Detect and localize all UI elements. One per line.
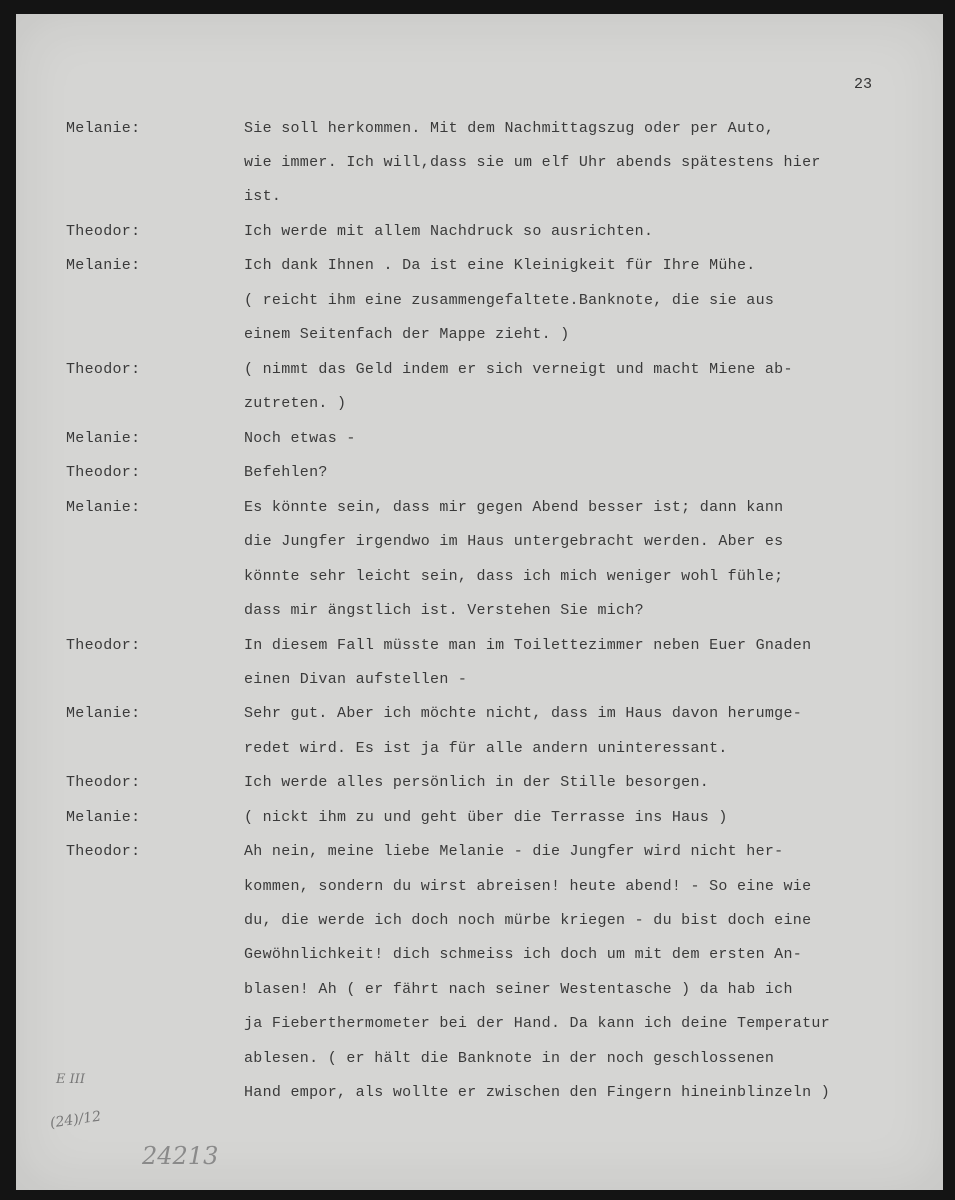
- dialogue-text: die Jungfer irgendwo im Haus untergebracht werden. Aber es: [244, 533, 784, 550]
- dialogue-line: [16, 946, 943, 970]
- speaker-name: Theodor:: [66, 774, 141, 791]
- speaker-name: Melanie:: [66, 705, 141, 722]
- dialogue-line: [16, 809, 943, 833]
- dialogue-line: [16, 568, 943, 592]
- dialogue-text: Gewöhnlichkeit! dich schmeiss ich doch um mit dem ersten An-: [244, 946, 803, 963]
- dialogue-text: du, die werde ich doch noch mürbe kriegen - du bist doch eine: [244, 912, 812, 929]
- dialogue-text: einem Seitenfach der Mappe zieht. ): [244, 326, 570, 343]
- dialogue-text: ( nimmt das Geld indem er sich verneigt und macht Miene ab-: [244, 361, 793, 378]
- dialogue-text: Sie soll herkommen. Mit dem Nachmittagszug oder per Auto,: [244, 120, 775, 137]
- dialogue-text: kommen, sondern du wirst abreisen! heute abend! - So eine wie: [244, 878, 812, 895]
- dialogue-line: [16, 188, 943, 212]
- dialogue-line: [16, 361, 943, 385]
- speaker-name: Melanie:: [66, 120, 141, 137]
- dialogue-text: ( reicht ihm eine zusammengefaltete.Banknote, die sie aus: [244, 292, 775, 309]
- dialogue-text: In diesem Fall müsste man im Toilettezimmer neben Euer Gnaden: [244, 637, 812, 654]
- dialogue-text: könnte sehr leicht sein, dass ich mich weniger wohl fühle;: [244, 568, 784, 585]
- dialogue-text: Befehlen?: [244, 464, 328, 481]
- speaker-name: Theodor:: [66, 361, 141, 378]
- dialogue-line: [16, 464, 943, 488]
- dialogue-line: [16, 1050, 943, 1074]
- dialogue-text: blasen! Ah ( er fährt nach seiner Westentasche ) da hab ich: [244, 981, 793, 998]
- speaker-name: Theodor:: [66, 637, 141, 654]
- dialogue-line: [16, 774, 943, 798]
- dialogue-text: Ich werde mit allem Nachdruck so ausrichten.: [244, 223, 654, 240]
- dialogue-line: [16, 981, 943, 1005]
- speaker-name: Theodor:: [66, 223, 141, 240]
- dialogue-text: wie immer. Ich will,dass sie um elf Uhr abends spätestens hier: [244, 154, 821, 171]
- dialogue-line: [16, 912, 943, 936]
- dialogue-text: einen Divan aufstellen -: [244, 671, 468, 688]
- speaker-name: Melanie:: [66, 499, 141, 516]
- dialogue-text: redet wird. Es ist ja für alle andern uninteressant.: [244, 740, 728, 757]
- dialogue-line: [16, 154, 943, 178]
- document-page: [16, 14, 943, 1190]
- dialogue-line: [16, 292, 943, 316]
- speaker-name: Melanie:: [66, 257, 141, 274]
- dialogue-line: [16, 533, 943, 557]
- dialogue-text: Ich werde alles persönlich in der Stille besorgen.: [244, 774, 710, 791]
- dialogue-line: [16, 223, 943, 247]
- inventory-number: 24213: [142, 1142, 219, 1170]
- dialogue-text: ( nickt ihm zu und geht über die Terrasse ins Haus ): [244, 809, 728, 826]
- dialogue-line: [16, 705, 943, 729]
- dialogue-text: Sehr gut. Aber ich möchte nicht, dass im Haus davon herumge-: [244, 705, 803, 722]
- dialogue-line: [16, 257, 943, 281]
- dialogue-line: [16, 1084, 943, 1108]
- dialogue-text: ablesen. ( er hält die Banknote in der noch geschlossenen: [244, 1050, 775, 1067]
- archive-mark: E III: [56, 1072, 86, 1087]
- dialogue-line: [16, 843, 943, 867]
- dialogue-line: [16, 602, 943, 626]
- dialogue-line: [16, 430, 943, 454]
- dialogue-line: [16, 1015, 943, 1039]
- dialogue-line: [16, 740, 943, 764]
- dialogue-line: [16, 499, 943, 523]
- speaker-name: Theodor:: [66, 843, 141, 860]
- dialogue-text: Ah nein, meine liebe Melanie - die Jungfer wird nicht her-: [244, 843, 784, 860]
- dialogue-text: Hand empor, als wollte er zwischen den Fingern hineinblinzeln ): [244, 1084, 830, 1101]
- dialogue-text: dass mir ängstlich ist. Verstehen Sie mich?: [244, 602, 644, 619]
- dialogue-text: Noch etwas -: [244, 430, 356, 447]
- dialogue-text: ja Fieberthermometer bei der Hand. Da kann ich deine Temperatur: [244, 1015, 830, 1032]
- speaker-name: Melanie:: [66, 430, 141, 447]
- dialogue-line: [16, 878, 943, 902]
- dialogue-line: [16, 395, 943, 419]
- dialogue-line: [16, 120, 943, 144]
- dialogue-line: [16, 671, 943, 695]
- speaker-name: Melanie:: [66, 809, 141, 826]
- dialogue-line: [16, 637, 943, 661]
- dialogue-text: Ich dank Ihnen . Da ist eine Kleinigkeit für Ihre Mühe.: [244, 257, 756, 274]
- archive-number: (24)/12: [49, 1108, 103, 1132]
- speaker-name: Theodor:: [66, 464, 141, 481]
- dialogue-text: zutreten. ): [244, 395, 347, 412]
- dialogue-text: Es könnte sein, dass mir gegen Abend besser ist; dann kann: [244, 499, 784, 516]
- dialogue-text: ist.: [244, 188, 282, 205]
- page-number: 23: [854, 76, 873, 93]
- dialogue-line: [16, 326, 943, 350]
